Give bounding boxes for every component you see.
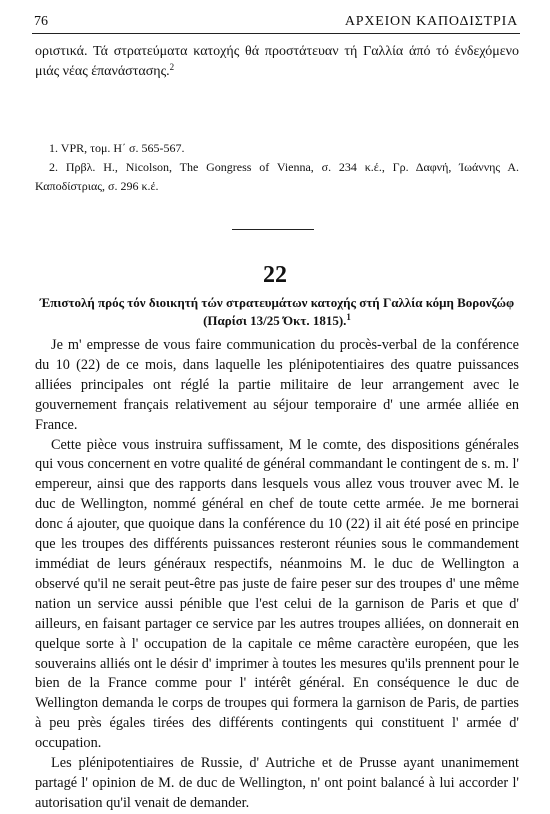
body-paragraph: Je m' empresse de vous faire communication du procès-verbal de la conférence du 10 (22) de ce mois, dans laquelle les plénipotentiaires des quatre puissances alliées principales ont réglé la partie militaire de leur arrangement avec le gouvernement français relativement au séjour temporaire d' une armée alliée en France. [35, 337, 519, 433]
letter-body [35, 336, 519, 814]
body-paragraph: Cette pièce vous instruira suffissament, M le comte, des dispositions générales qui vous concernent en votre qualité de général commandant le contingent de s. m. l' empereur, ainsi que des rapports dans lesquels vous allez vous trouver avec M. le duc de Wellington, nommé général en chef de toute cette armée. Je me bornerai donc á ajouter, que quoique dans la conférence du 10 (22) il ait été posé en principe que les troupes des différents puissances resteront réunies sous le commandement immédiat de leurs généraux respectifs, néanmoins M. le duc de Wellington a observé qu'il ne serait peut-être pas juste de faire peser sur des troupes d' une même nation un service aussi pénible que l'est celui de la garnison de Paris et que d' ailleurs, en faisant partager ce service par les autres troupes alliées, on donnerait en quelque sorte à l' occupation de la capitale ce même caractère européen, que les souverains alliés ont le désir d' imprimer à toutes les mesures qu'ils prennent pour le bien de la France comme pour l' intérêt général. En conséquence le duc de Wellington demanda le corps de troupes qui formera la garnison de Paris, de parties à peu près égales tirées des différents contingents qui constituent l' armée d' occupation. [35, 436, 519, 752]
continuation-paragraph [35, 42, 519, 81]
footnote-ref: 1 [346, 312, 351, 322]
footnote-1 [35, 139, 519, 158]
page-number: 76 [34, 14, 48, 29]
footnote-number: 1. [49, 141, 58, 155]
footnote-number: 2. [49, 160, 58, 174]
document-title [36, 294, 518, 330]
section-separator [232, 229, 314, 230]
footnote-2 [35, 158, 519, 196]
body-paragraph: Les plénipotentiaires de Russie, d' Autriche et de Prusse ayant unanimement partagé l' opinion de M. de duc de Wellington, n' ont point balancé à lui accorder l' autorisation qu'il venait de demander. [35, 755, 519, 811]
running-header [34, 14, 518, 34]
continuation-text: οριστικά. Τά στρατεύματα κατοχής θά προστάτευαν τή Γαλλία άπό τό ένδεχόμενο μιάς νέας έπανάστασης. [35, 44, 519, 79]
running-title: ΑΡΧΕΙΟΝ ΚΑΠΟΔΙΣΤΡΙΑ [344, 14, 518, 29]
footnote-text: Πρβλ. H., Nicolson, The Gongress of Vienna, σ. 234 κ.έ., Γρ. Δαφνή, Ίωάννης Α. Καποδίστριας, σ. 296 κ.έ. [35, 160, 519, 193]
header-rule [32, 33, 520, 34]
document-number: 22 [263, 262, 287, 288]
footnote-text: VPR, τομ. Η΄ σ. 565-567. [60, 141, 185, 155]
footnote-ref: 2 [169, 61, 175, 72]
document-title-text: Έπιστολή πρός τόν διοικητή τών στρατευμάτων κατοχής στή Γαλλία κόμη Βορονζώφ (Παρίσι 13/25 Όκτ. 1815). [39, 295, 515, 328]
